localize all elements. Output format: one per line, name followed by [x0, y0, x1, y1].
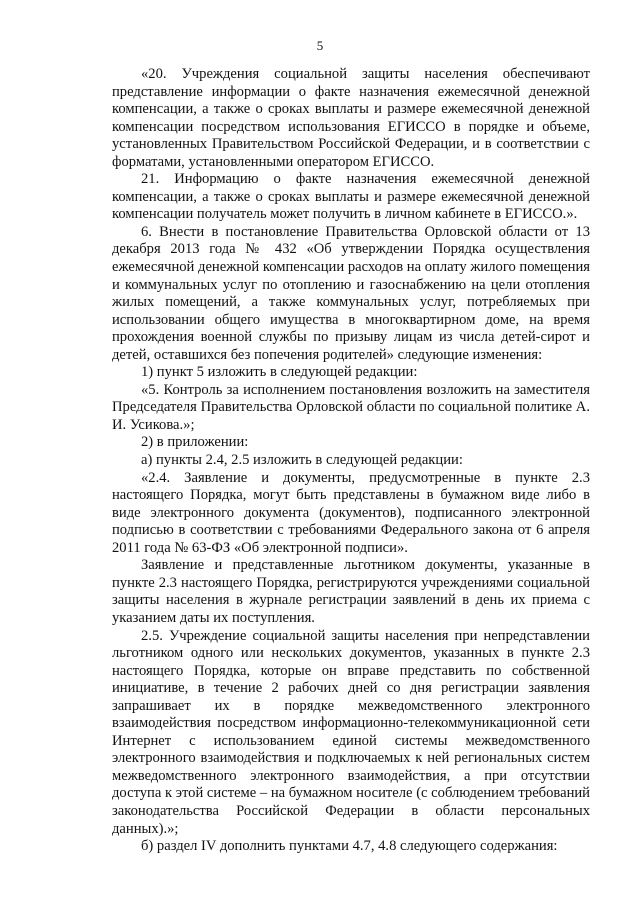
paragraph-subitem-b: б) раздел IV дополнить пунктами 4.7, 4.8 следующего содержания:	[141, 838, 558, 855]
page-number: 5	[316, 38, 324, 53]
paragraph-item-5-text: «5. Контроль за исполнением постановления возложить на заместителя Председателя Правительства Орловской области по социальной политике А. И. Усикова.»;	[112, 381, 590, 433]
paragraph-registration: Заявление и представленные льготником документы, указанные в пункте 2.3 настоящего Порядка, регистрируются учреждениями социальной защиты населения в журнале регистрации заявлений в день их приема с указанием даты их поступления.	[112, 557, 590, 626]
paragraph-item-2-5: 2.5. Учреждение социальной защиты населения при непредставлении льготником одного или нескольких документов, указанных в пункте 2.3 настоящего Порядка, которые он вправе представить по собственной инициативе, в течение 2 рабочих дней со дня регистрации заявления запрашивает их в порядке межведомственного электронного взаимодействия посредством информационно-телекоммуникационной сети Интернет с использованием единой системы межведомственного электронного взаимодействия и подключаемых к ней региональных систем межведомственного электронного взаимодействия, а при отсутствии доступа к этой системе – на бумажном носителе (с соблюдением требований законодательства Российской Федерации в области персональных данных).»;	[112, 627, 590, 837]
paragraph-subitem-a: а) пункты 2.4, 2.5 изложить в следующей редакции:	[141, 452, 463, 469]
document-body	[112, 66, 590, 856]
paragraph-item-20: «20. Учреждения социальной защиты населения обеспечивают представление информации о факте назначения ежемесячной денежной компенсации, а также о сроках выплаты и размере ежемесячной денежной компенсации посредством использования ЕГИССО в порядке и объеме, установленных Правительством Российской Федерации, и в соответствии с форматами, установленными оператором ЕГИССО.	[112, 66, 590, 170]
paragraph-section-6: 6. Внести в постановление Правительства Орловской области от 13 декабря 2013 года № 432 «Об утверждении Порядка осуществления ежемесячной денежной компенсации расходов на оплату жилого помещения и коммунальных услуг по отоплению и газоснабжению на цели отопления жилых помещений, а также коммунальных услуг, потребляемых при использовании общего имущества в многоквартирном доме, на время прохождения военной службы по призыву лицам из числа детей-сирот и детей, оставшихся без попечения родителей» следующие изменения:	[112, 223, 590, 363]
paragraph-item-21: 21. Информацию о факте назначения ежемесячной денежной компенсации, а также о сроках выплаты и размере ежемесячной денежной компенсации получатель может получить в личном кабинете в ЕГИССО.».	[112, 171, 590, 223]
paragraph-subitem-1: 1) пункт 5 изложить в следующей редакции:	[141, 364, 418, 381]
paragraph-subitem-2: 2) в приложении:	[141, 434, 249, 451]
paragraph-item-2-4: «2.4. Заявление и документы, предусмотренные в пункте 2.3 настоящего Порядка, могут быть представлены в бумажном виде либо в виде электронного документа (документов), подписанного электронной подписью в соответствии с требованиями Федерального закона от 6 апреля 2011 года № 63-ФЗ «Об электронной подписи».	[112, 469, 590, 556]
